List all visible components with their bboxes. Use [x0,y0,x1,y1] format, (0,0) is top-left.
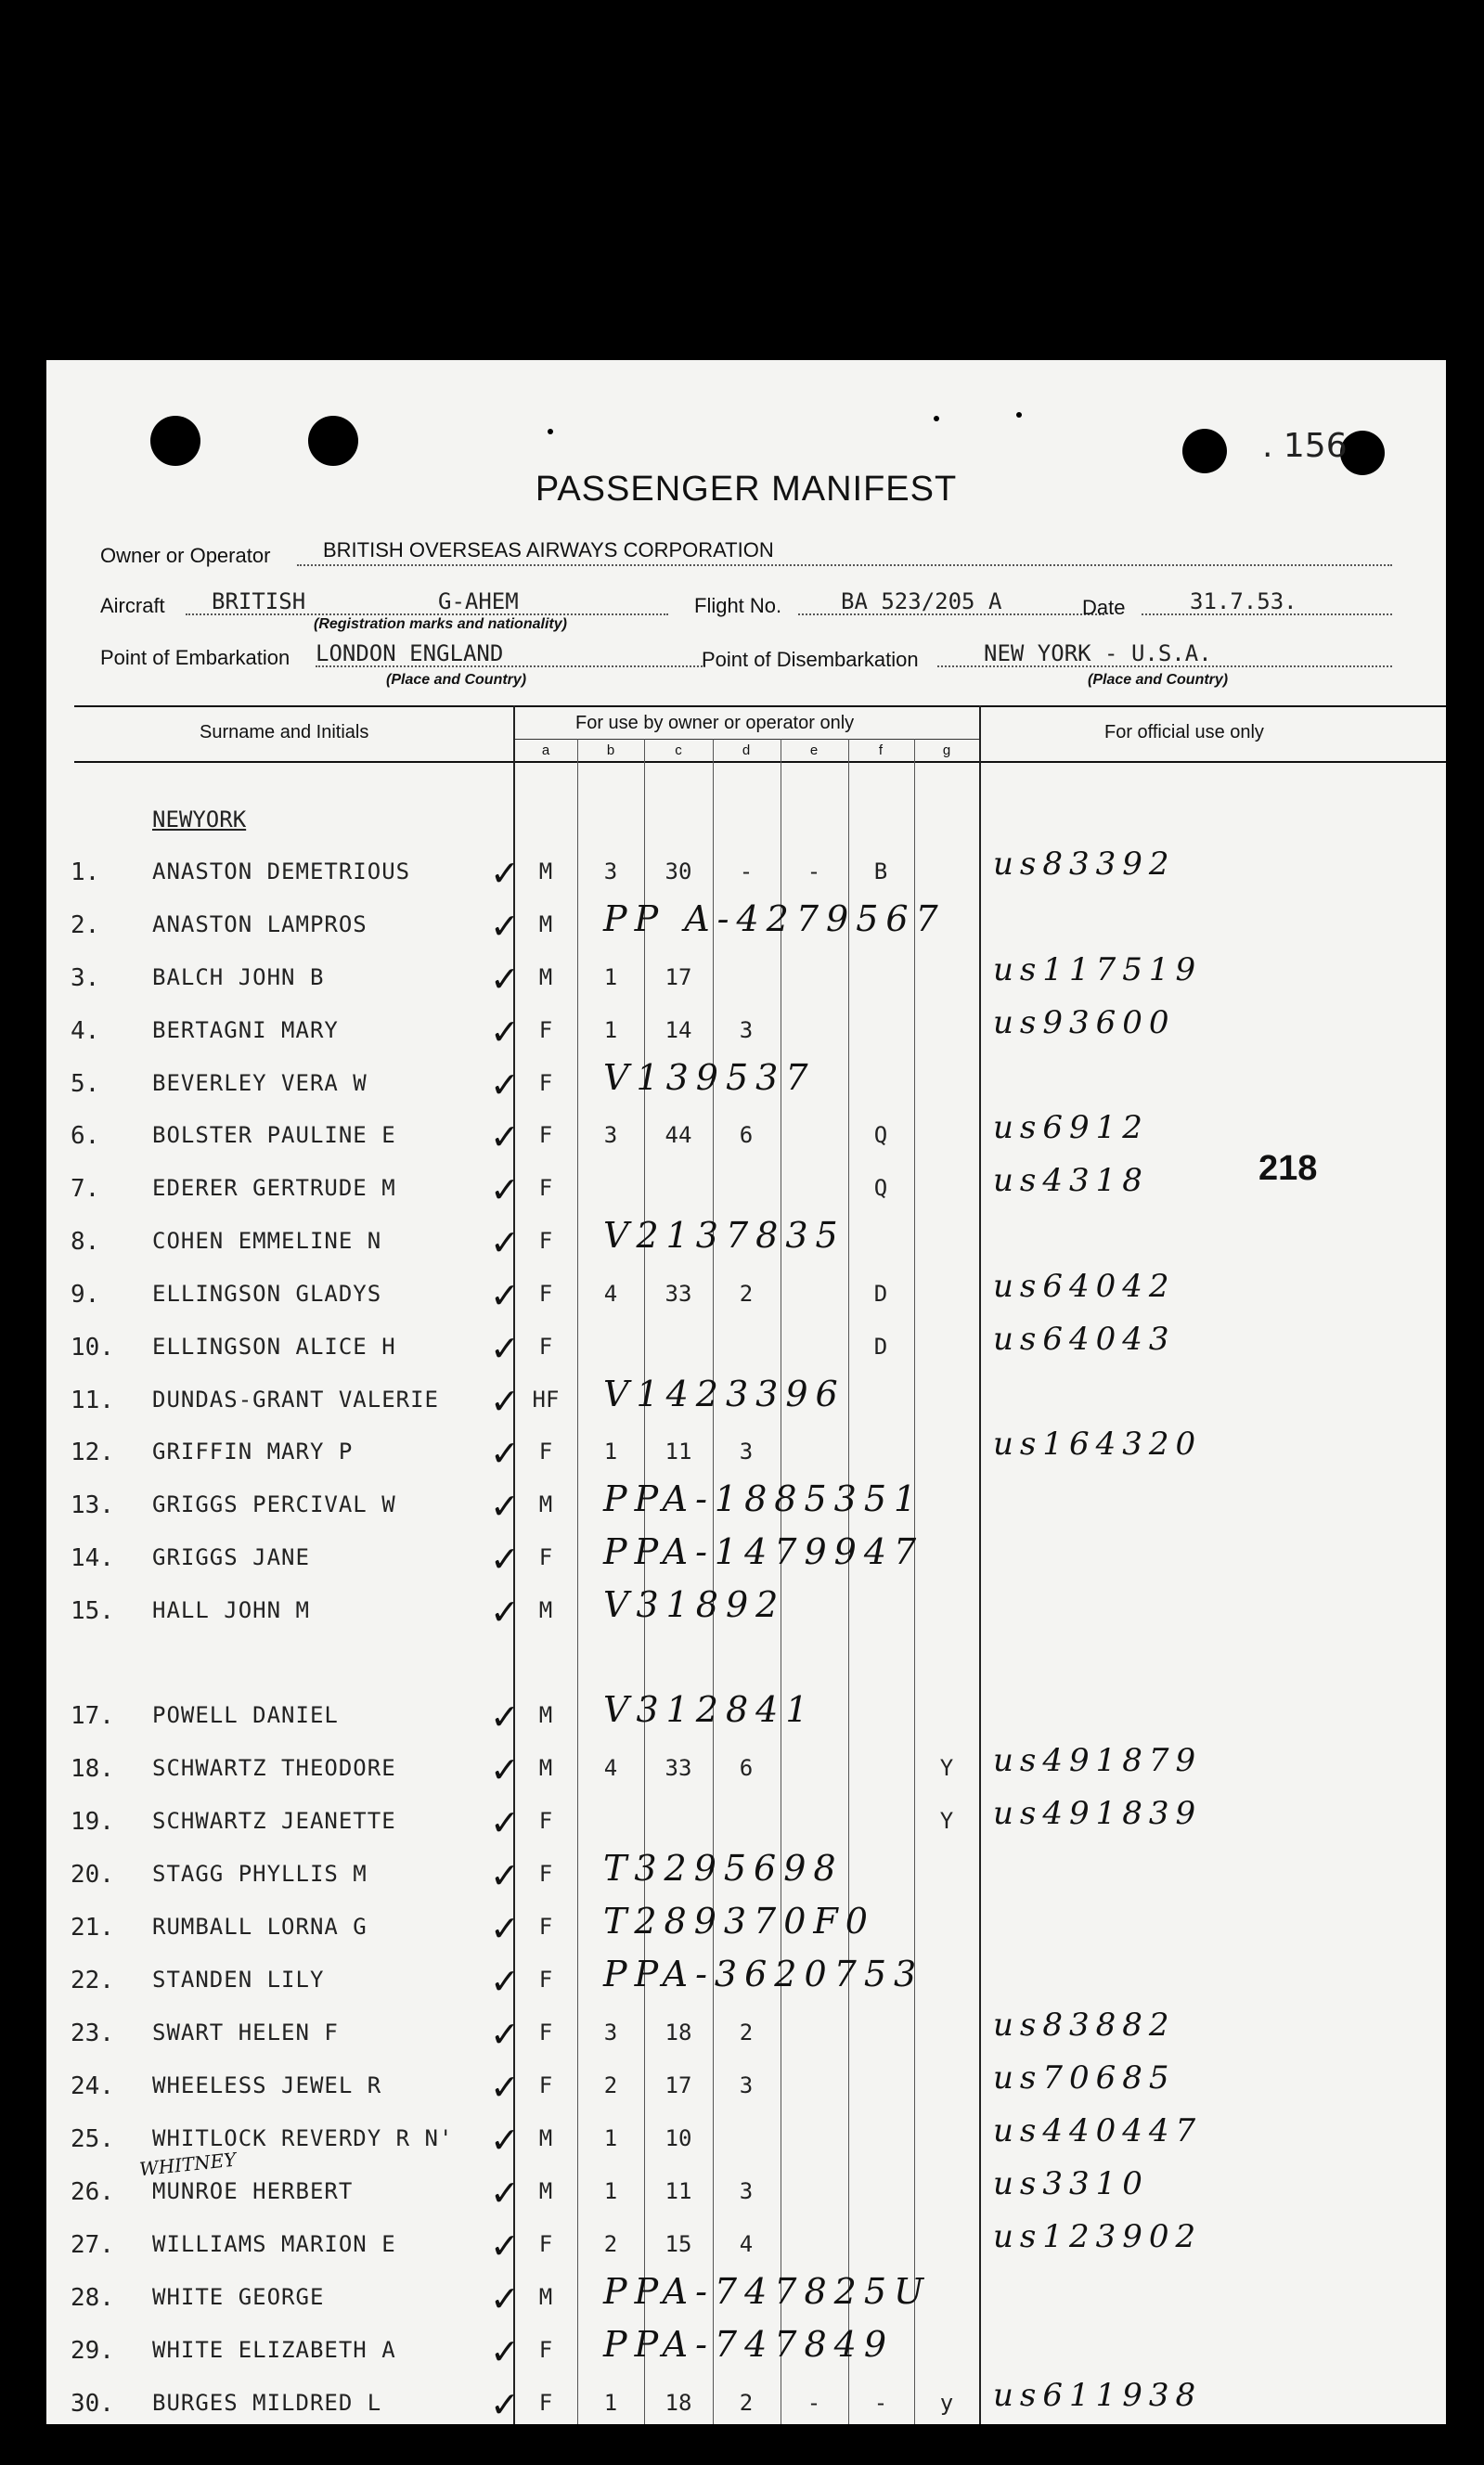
cell-a: F [538,1070,553,1096]
table-row [46,1215,1446,1281]
section-label: NEWYORK [152,807,247,832]
handwritten-number: PPA-747849 [603,2324,894,2365]
cell-d: 2 [739,2390,754,2416]
cell-a: F [538,2072,553,2098]
cell-c: 10 [665,2125,692,2151]
disembark-line [937,665,1392,667]
col-surname-header: Surname and Initials [200,722,369,742]
table-row [46,1584,1446,1650]
row-number: 2. [71,911,100,939]
check-mark-icon: ✓ [490,1802,520,1843]
table-row [46,2377,1446,2443]
col-letter-g: g [942,742,951,758]
annotation-whitney: WHITNEY [138,2148,238,2181]
cell-d: 6 [739,1122,754,1148]
check-mark-icon: ✓ [490,1908,520,1949]
cell-c: 33 [665,1281,692,1307]
cell-b: 1 [603,2390,618,2416]
check-mark-icon: ✓ [490,1381,520,1422]
cell-e: - [807,858,821,884]
check-mark-icon: ✓ [490,1328,520,1369]
cell-a: HF [532,1387,560,1413]
check-mark-icon: ✓ [490,959,520,1000]
row-number: 17. [71,1702,114,1730]
check-mark-icon: ✓ [490,1116,520,1157]
cell-a: M [538,2125,553,2151]
page-title: PASSENGER MANIFEST [535,470,958,509]
passenger-name: GRIGGS JANE [152,1544,310,1570]
row-number: 25. [71,2125,114,2153]
col-letter-c: c [675,742,682,758]
official-number: us117519 [993,951,1203,988]
cell-a: M [538,964,553,990]
passenger-name: WHITE ELIZABETH A [152,2337,396,2363]
passenger-name: MUNROE HERBERT [152,2178,354,2204]
punch-hole [1182,429,1227,473]
cell-a: F [538,1122,553,1148]
cell-c: 33 [665,1755,692,1781]
cell-d: - [739,858,754,884]
official-number: us6912 [993,1109,1149,1146]
row-number: 18. [71,1755,114,1783]
cell-a: F [538,2390,553,2416]
official-number: us3310 [993,2165,1149,2202]
registration-note: (Registration marks and nationality) [314,616,567,632]
row-number: 26. [71,2178,114,2206]
row-number: 11. [71,1387,114,1414]
cell-c: 44 [665,1122,692,1148]
cell-a: F [538,1439,553,1465]
check-mark-icon: ✓ [490,1855,520,1896]
aircraft-label: Aircraft [100,594,165,617]
row-number: 3. [71,964,100,992]
official-number: us611938 [993,2377,1203,2414]
flight-label: Flight No. [694,594,782,617]
cell-d: 2 [739,2020,754,2046]
cell-c: 11 [665,2178,692,2204]
passenger-name: SWART HELEN F [152,2020,339,2046]
table-row [46,2059,1446,2125]
cell-b: 3 [603,2020,618,2046]
cell-b: 2 [603,2231,618,2257]
check-mark-icon: ✓ [490,1539,520,1580]
disembark-label: Point of Disembarkation [702,648,919,671]
handwritten-number: T289370F0 [603,1901,875,1942]
cell-b: 1 [603,1439,618,1465]
cell-a: F [538,1334,553,1360]
punch-hole [308,416,358,466]
cell-f: - [873,2390,888,2416]
passenger-name: GRIFFIN MARY P [152,1439,354,1465]
col-official-header: For official use only [1104,722,1264,742]
passenger-name: WHEELESS JEWEL R [152,2072,382,2098]
aircraft-value: BRITISH [212,588,306,614]
cell-b: 3 [603,1122,618,1148]
handwritten-number: V2137835 [603,1215,845,1256]
cell-a: F [538,1861,553,1887]
table-row [46,1374,1446,1439]
cell-d: 3 [739,1017,754,1043]
table-row [46,1057,1446,1123]
speck [1016,412,1022,418]
row-number: 13. [71,1491,114,1519]
passenger-name: ELLINGSON ALICE H [152,1334,396,1360]
cell-b: 1 [603,964,618,990]
table-top-rule [74,705,1446,707]
passenger-name: RUMBALL LORNA G [152,1914,368,1940]
punch-hole [150,416,200,466]
cell-a: F [538,1228,553,1254]
check-mark-icon: ✓ [490,2278,520,2319]
handwritten-number: PPA-3620753 [603,1954,924,1994]
table-row [46,1109,1446,1175]
row-number: 14. [71,1544,114,1572]
check-mark-icon: ✓ [490,1697,520,1737]
cell-a: M [538,2178,553,2204]
col-letter-a: a [541,742,550,758]
handwritten-number: V31892 [603,1584,786,1625]
passenger-name: WHITLOCK REVERDY R N' [152,2125,454,2151]
cell-b: 1 [603,2178,618,2204]
official-number: us64042 [993,1268,1176,1305]
col-letter-f: f [878,742,884,758]
table-row [46,2007,1446,2072]
table-row [46,2165,1446,2231]
cell-a: M [538,2284,553,2310]
cell-c: 15 [665,2231,692,2257]
date-label: Date [1082,596,1126,619]
cell-c: 18 [665,2020,692,2046]
cell-a: F [538,1914,553,1940]
cell-f: Q [873,1175,888,1201]
cell-g: Y [939,1808,954,1834]
passenger-name: BOLSTER PAULINE E [152,1122,396,1148]
flight-value: BA 523/205 A [841,588,1002,614]
passenger-name: SCHWARTZ THEODORE [152,1755,396,1781]
table-row [46,1689,1446,1755]
check-mark-icon: ✓ [490,853,520,894]
official-number: us83882 [993,2007,1176,2044]
check-mark-icon: ✓ [490,1012,520,1052]
row-number: 19. [71,1808,114,1836]
embark-label: Point of Embarkation [100,646,290,669]
row-number: 15. [71,1597,114,1625]
registration-value: G-AHEM [438,588,519,614]
owner-line [297,564,1392,566]
cell-a: F [538,2231,553,2257]
cell-e: - [807,2390,821,2416]
check-mark-icon: ✓ [490,1222,520,1263]
row-number: 4. [71,1017,100,1045]
row-number: 22. [71,1967,114,1994]
row-number: 8. [71,1228,100,1256]
embark-line [316,665,705,667]
cell-c: 17 [665,2072,692,2098]
official-number: us93600 [993,1004,1176,1041]
owner-label: Owner or Operator [100,544,271,567]
cell-a: F [538,2337,553,2363]
row-number: 27. [71,2231,114,2259]
row-number: 1. [71,858,100,886]
check-mark-icon: ✓ [490,2014,520,2055]
passenger-name: GRIGGS PERCIVAL W [152,1491,396,1517]
official-number: us164320 [993,1426,1203,1463]
official-number: us70685 [993,2059,1176,2097]
owner-value: BRITISH OVERSEAS AIRWAYS CORPORATION [323,538,774,561]
cell-c: 14 [665,1017,692,1043]
embark-value: LONDON ENGLAND [316,640,504,666]
cell-b: 1 [603,1017,618,1043]
cell-c: 30 [665,858,692,884]
handwritten-number: T3295698 [603,1848,844,1889]
col-letter-d: d [742,742,751,758]
official-number: us83392 [993,845,1176,883]
check-mark-icon: ✓ [490,2120,520,2161]
cell-a: F [538,1808,553,1834]
handwritten-number: V139537 [603,1057,816,1098]
table-row [46,2112,1446,2178]
check-mark-icon: ✓ [490,1486,520,1527]
annotation-218: 218 [1258,1149,1318,1188]
official-number: us123902 [993,2218,1203,2255]
row-number: 29. [71,2337,114,2365]
cell-a: M [538,858,553,884]
check-mark-icon: ✓ [490,1961,520,2002]
passenger-name: STAGG PHYLLIS M [152,1861,368,1887]
cell-a: M [538,1491,553,1517]
disembark-value: NEW YORK - U.S.A. [984,640,1212,666]
row-number: 12. [71,1439,114,1466]
table-row [46,1954,1446,2020]
table-row [46,1268,1446,1334]
cell-f: D [873,1281,888,1307]
cell-b: 1 [603,2125,618,2151]
cell-d: 3 [739,2072,754,2098]
check-mark-icon: ✓ [490,1275,520,1316]
row-number: 21. [71,1914,114,1942]
table-header-rule [74,761,1446,763]
embark-note: (Place and Country) [386,672,527,688]
row-number: 10. [71,1334,114,1362]
cell-f: Q [873,1122,888,1148]
cell-d: 3 [739,1439,754,1465]
cell-b: 4 [603,1755,618,1781]
handwritten-number: PPA-747825U [603,2271,932,2312]
passenger-name: BURGES MILDRED L [152,2390,382,2416]
handwritten-number: PP A-4279567 [603,898,946,939]
passenger-name: HALL JOHN M [152,1597,310,1623]
flight-line [798,613,1104,615]
check-mark-icon: ✓ [490,2384,520,2425]
col-owner-header: For use by owner or operator only [575,713,855,733]
cell-a: M [538,1755,553,1781]
cell-a: F [538,1544,553,1570]
speck [548,429,553,434]
cell-g: y [939,2390,954,2416]
passenger-name: BEVERLEY VERA W [152,1070,368,1096]
cell-g: Y [939,1755,954,1781]
speck [934,416,939,421]
passenger-name: ANASTON DEMETRIOUS [152,858,411,884]
check-mark-icon: ✓ [490,2173,520,2213]
check-mark-icon: ✓ [490,1749,520,1790]
cell-c: 11 [665,1439,692,1465]
passenger-name: COHEN EMMELINE N [152,1228,382,1254]
handwritten-number: V312841 [603,1689,816,1730]
cell-a: M [538,1597,553,1623]
aircraft-line [186,613,668,615]
table-row [46,951,1446,1017]
check-mark-icon: ✓ [490,906,520,947]
check-mark-icon: ✓ [490,1592,520,1633]
official-number: us4318 [993,1162,1149,1199]
official-number: us491839 [993,1795,1203,1832]
row-number: 23. [71,2020,114,2047]
date-value: 31.7.53. [1190,588,1297,614]
check-mark-icon: ✓ [490,2067,520,2108]
cell-c: 17 [665,964,692,990]
passenger-name: POWELL DANIEL [152,1702,339,1728]
cell-f: B [873,858,888,884]
cell-a: F [538,1017,553,1043]
passenger-name: BALCH JOHN B [152,964,325,990]
check-mark-icon: ✓ [490,1065,520,1105]
passenger-name: DUNDAS-GRANT VALERIE [152,1387,439,1413]
check-mark-icon: ✓ [490,1169,520,1210]
cell-d: 2 [739,1281,754,1307]
row-number: 30. [71,2390,114,2418]
passenger-name: WHITE GEORGE [152,2284,325,2310]
row-number: 5. [71,1070,100,1098]
cell-a: F [538,2020,553,2046]
cell-a: F [538,1281,553,1307]
handwritten-number: V1423396 [603,1374,845,1414]
passenger-name: BERTAGNI MARY [152,1017,339,1043]
cell-c: 18 [665,2390,692,2416]
cell-b: 2 [603,2072,618,2098]
passenger-name: WILLIAMS MARION E [152,2231,396,2257]
passenger-name: EDERER GERTRUDE M [152,1175,396,1201]
cell-d: 4 [739,2231,754,2257]
passenger-name: ELLINGSON GLADYS [152,1281,382,1307]
table-row [46,2324,1446,2390]
cell-a: F [538,1967,553,1993]
official-number: us491879 [993,1742,1203,1779]
cell-a: M [538,1702,553,1728]
cell-f: D [873,1334,888,1360]
manifest-page [46,360,1446,2424]
handwritten-number: PPA-1885351 [603,1478,924,1519]
check-mark-icon: ✓ [490,2226,520,2266]
row-number: 6. [71,1122,100,1150]
passenger-name: SCHWARTZ JEANETTE [152,1808,396,1834]
check-mark-icon: ✓ [490,2331,520,2372]
passenger-name: ANASTON LAMPROS [152,911,368,937]
cell-d: 3 [739,2178,754,2204]
passenger-name: STANDEN LILY [152,1967,325,1993]
subheader-rule [514,739,980,740]
cell-a: M [538,911,553,937]
row-number: 7. [71,1175,100,1203]
cell-b: 3 [603,858,618,884]
row-number: 20. [71,1861,114,1889]
official-number: us64043 [993,1321,1176,1358]
cell-b: 4 [603,1281,618,1307]
date-line [1142,613,1392,615]
official-number: us440447 [993,2112,1203,2149]
row-number: 24. [71,2072,114,2100]
handwritten-number: PPA-1479947 [603,1531,924,1572]
table-row [46,898,1446,964]
cell-d: 6 [739,1755,754,1781]
row-number: 9. [71,1281,100,1309]
col-letter-e: e [809,742,819,758]
row-number: 28. [71,2284,114,2312]
col-letter-b: b [606,742,615,758]
table-row [46,1742,1446,1808]
disembark-note: (Place and Country) [1088,672,1229,688]
check-mark-icon: ✓ [490,1433,520,1474]
page-number: . 156 [1262,427,1348,465]
cell-a: F [538,1175,553,1201]
